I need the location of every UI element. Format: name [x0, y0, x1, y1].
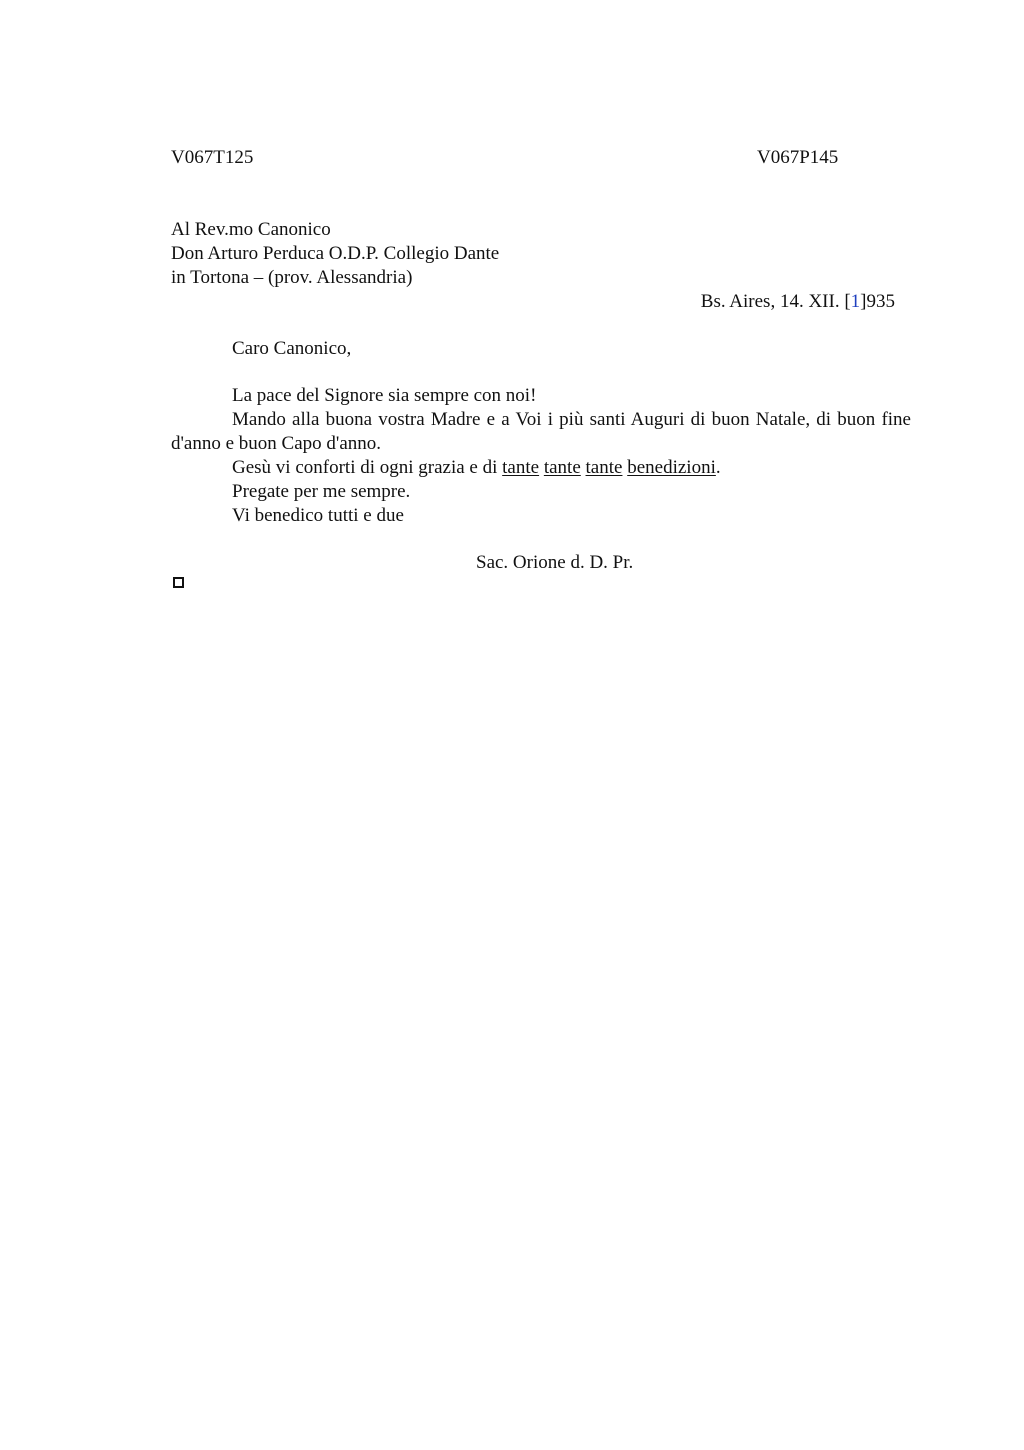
dateline: [701, 290, 895, 314]
body-paragraph-4: Pregate per me sempre.: [232, 481, 411, 502]
dateline-before: Bs. Aires, 14. XII. [: [700, 291, 851, 312]
address-line-3: in Tortona – (prov. Alessandria): [171, 267, 413, 288]
paragraph-3-end: .: [715, 457, 721, 478]
body-paragraph-1: La pace del Signore sia sempre con noi!: [232, 385, 537, 406]
underlined-word-2: tante: [543, 457, 581, 478]
underlined-word-3: tante: [585, 457, 623, 478]
address-line-2: Don Arturo Perduca O.D.P. Collegio Dante: [171, 243, 500, 264]
underlined-word-1: tante: [502, 457, 540, 478]
underlined-word-4: benedizioni: [627, 457, 716, 478]
dateline-after: ]935: [860, 291, 895, 312]
address-line-1: Al Rev.mo Canonico: [171, 219, 331, 240]
body-paragraph-2: Mando alla buona vostra Madre e a Voi i più santi Auguri di buon Natale, di buon fine d'anno e buon Capo d'anno.: [171, 409, 911, 454]
paragraph-3-start: Gesù vi conforti di ogni grazia e di: [232, 457, 503, 478]
body-paragraph-3: [171, 456, 911, 480]
letter-body: [171, 384, 911, 528]
dateline-restored-digit: 1: [850, 291, 861, 312]
document-code-left: V067T125: [171, 147, 254, 168]
recipient-address: [171, 218, 499, 290]
salutation: Caro Canonico,: [232, 338, 352, 359]
signature: Sac. Orione d. D. Pr.: [476, 552, 634, 573]
square-icon: [173, 577, 184, 588]
body-paragraph-5: Vi benedico tutti e due: [232, 505, 404, 526]
document-code-right: V067P145: [757, 147, 839, 168]
